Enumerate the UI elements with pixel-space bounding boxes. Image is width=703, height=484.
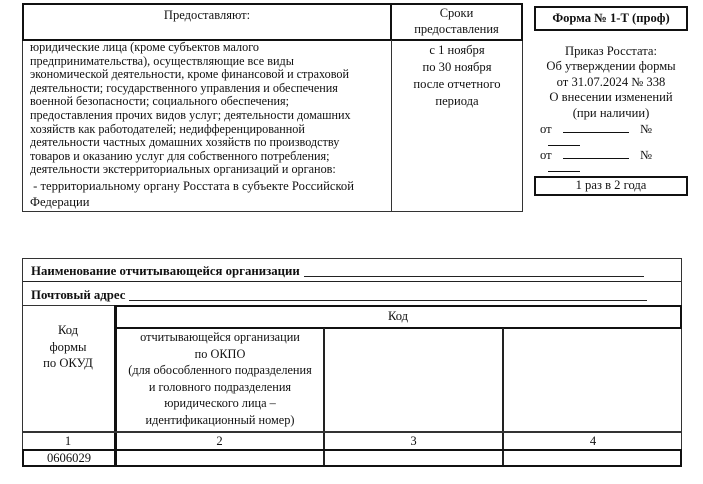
column-number: 4 — [589, 434, 597, 448]
column-number: 1 — [64, 434, 72, 448]
providers-line: юридические лица (кроме субъектов малого — [30, 40, 260, 54]
recipient-line1: - территориальному органу Росстата в субъекте Российской — [30, 179, 354, 193]
order-line: О внесении изменений — [549, 90, 673, 105]
okpo-label-line: юридического лица – — [164, 396, 276, 411]
providers-line: хозяйств как работодателей; недифференцированной — [30, 121, 305, 136]
okud-label-line: формы — [49, 339, 87, 354]
amend-from-label: от — [540, 148, 552, 163]
organization-name-label: Наименование отчитывающейся организации — [31, 264, 300, 278]
frequency-text: 1 раз в 2 года — [575, 178, 647, 192]
providers-header-label: Предоставляют: — [163, 8, 251, 22]
providers-line: предпринимательства), осуществляющие все виды — [30, 53, 294, 68]
order-line: от 31.07.2024 № 338 — [556, 74, 666, 89]
amend-date-field[interactable] — [563, 158, 629, 159]
amend-no-label: № — [639, 148, 652, 163]
providers-header — [22, 3, 392, 41]
providers-line: деятельности; государственного управления и обеспечения — [30, 80, 338, 95]
okpo-label-line: и головного подразделения — [148, 379, 292, 394]
providers-line: товаров и оказанию услуг для собственного потребления; — [30, 148, 330, 163]
providers-line: военной безопасности; социального обеспечения; — [30, 94, 290, 109]
postal-address-field[interactable] — [129, 288, 647, 301]
column-number: 3 — [410, 434, 417, 448]
order-line: Приказ Росстата: — [565, 44, 657, 58]
okpo-label-line: идентификационный номер) — [145, 412, 295, 427]
amend-date-field[interactable] — [563, 132, 629, 133]
form-title: Форма № 1-Т (проф) — [552, 11, 670, 25]
order-line: Об утверждении формы — [546, 59, 676, 74]
column-number: 2 — [216, 434, 223, 448]
okpo-code-field[interactable] — [117, 451, 322, 465]
okpo-label-line: (для обособленного подразделения — [128, 363, 312, 378]
submission-term — [392, 42, 522, 110]
amend-from-label: от — [540, 122, 552, 137]
recipient-line2: Федерации — [30, 195, 90, 209]
order-info — [530, 44, 692, 175]
code-header — [114, 305, 682, 329]
providers-line: предоставления прочих видов услуг; деятельности домашних — [30, 107, 351, 122]
order-line: (при наличии) — [572, 105, 650, 120]
postal-address-row — [22, 281, 682, 306]
okpo-column-header — [117, 329, 323, 429]
amendment-row-2 — [530, 149, 692, 175]
providers-line: деятельности частных домашних хозяйств по производству — [30, 135, 340, 150]
amend-number-field[interactable] — [548, 171, 580, 172]
code-header-label: Код — [387, 309, 409, 323]
okpo-label-line: по ОКПО — [194, 346, 246, 361]
okud-code-value: 0606029 — [46, 451, 92, 465]
term-header-line1: Сроки — [439, 6, 474, 20]
term-header-line2: предоставления — [414, 22, 499, 36]
form-title-box — [534, 6, 688, 31]
term-line: с 1 ноября — [429, 43, 485, 57]
postal-address-label: Почтовый адрес — [31, 288, 126, 302]
amend-no-label: № — [639, 122, 652, 137]
term-line: после отчетного — [413, 77, 501, 91]
frequency-box — [534, 176, 688, 196]
term-header — [390, 3, 523, 41]
okud-column-header — [22, 322, 114, 372]
organization-name-field[interactable] — [304, 264, 644, 277]
organization-name-row — [22, 258, 682, 282]
okpo-label-line: отчитывающейся организации — [140, 330, 300, 344]
code-field-3[interactable] — [326, 451, 501, 465]
recipient-description — [30, 178, 388, 210]
term-line: по 30 ноября — [422, 60, 492, 74]
term-line: периода — [435, 94, 479, 108]
amend-number-field[interactable] — [548, 145, 580, 146]
providers-line: экономической деятельности, кроме финансовой и страховой — [30, 67, 350, 82]
amendment-row-1 — [530, 123, 692, 149]
okud-label-line: по ОКУД — [43, 356, 93, 370]
providers-line: деятельности экстерриториальных организаций и органов: — [30, 162, 336, 177]
providers-description — [30, 41, 388, 177]
okud-label-line: Код — [57, 323, 79, 337]
code-field-4[interactable] — [505, 451, 680, 465]
